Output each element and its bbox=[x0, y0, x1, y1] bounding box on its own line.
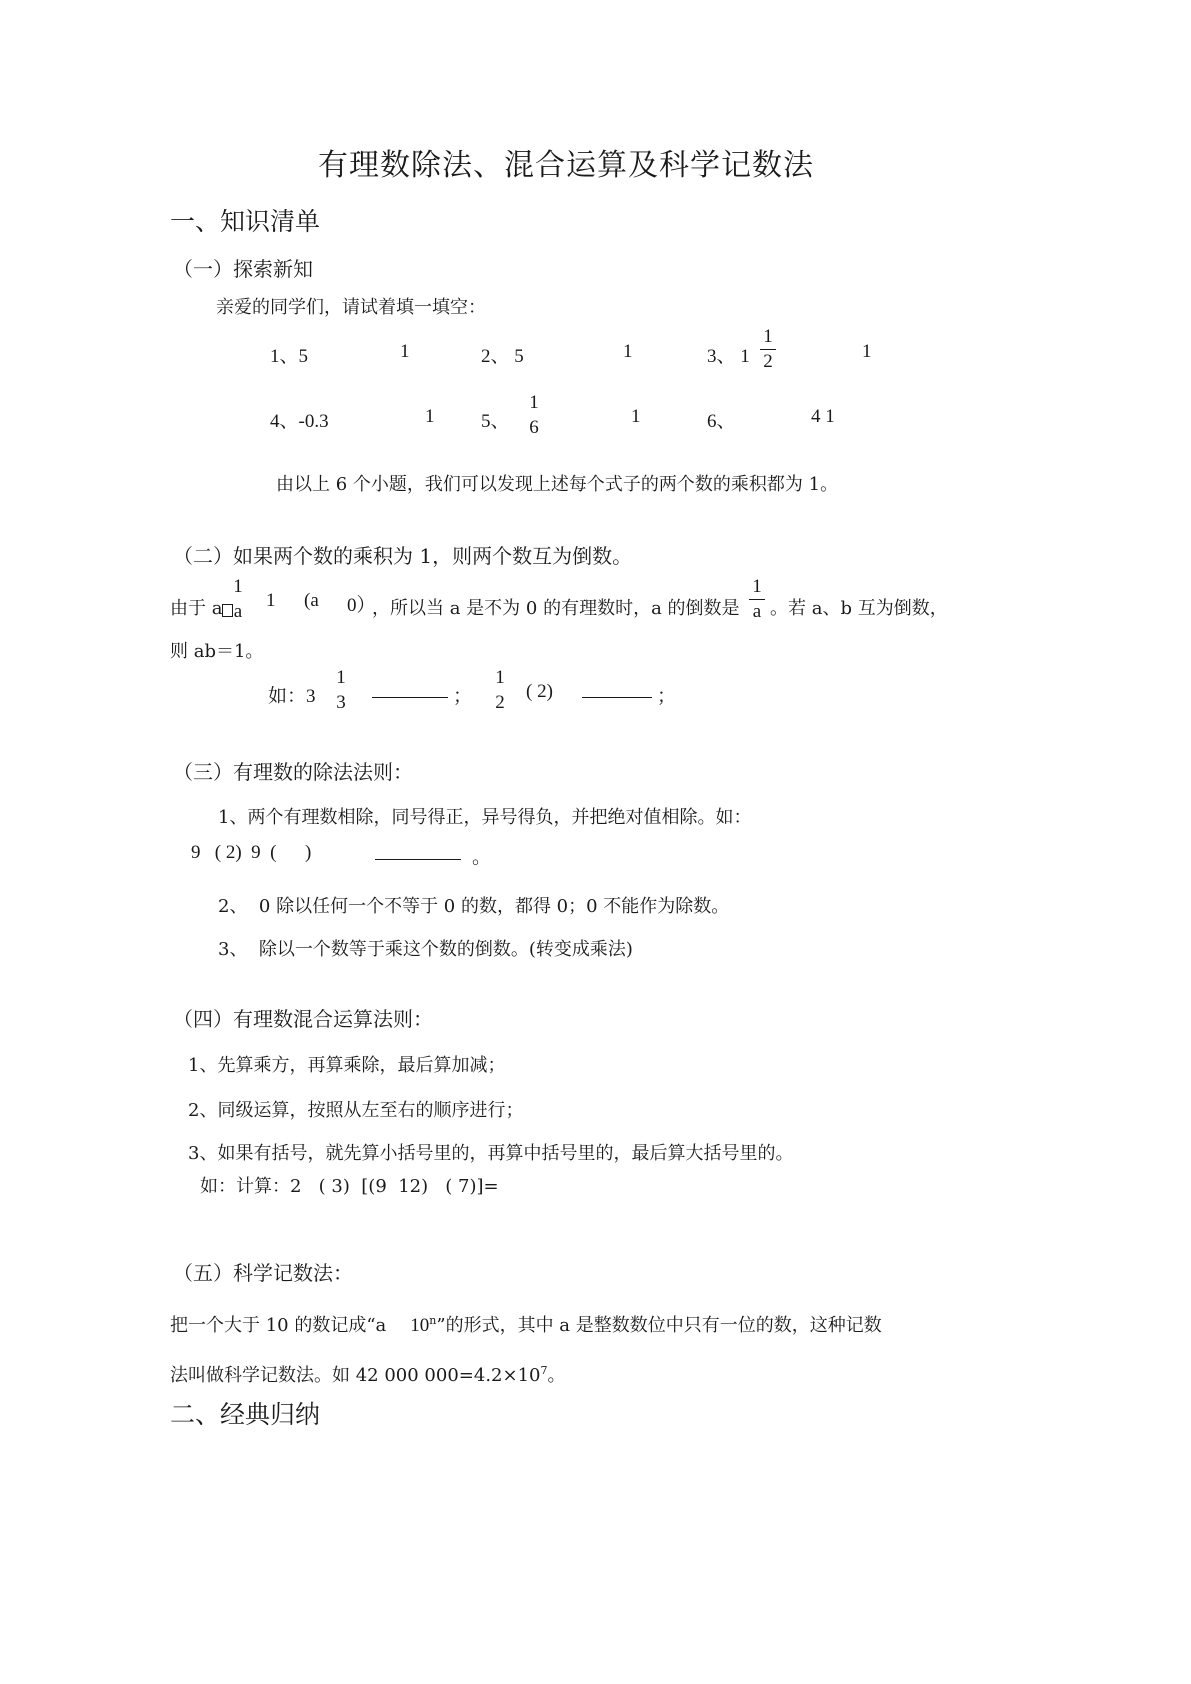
page-title: 有理数除法、混合运算及科学记数法 bbox=[318, 148, 814, 183]
item-5-result: 1 bbox=[631, 406, 641, 427]
part3-rule-1: 1、两个有理数相除，同号得正，异号得负，并把绝对值相除。如： bbox=[218, 807, 752, 828]
part2-line1-one: 1 bbox=[266, 590, 276, 611]
denominator: 2 bbox=[495, 692, 505, 713]
part3-rule-1-end: 。 bbox=[472, 847, 492, 868]
section-heading-knowledge: 一、知识清单 bbox=[170, 207, 321, 236]
fraction-bar bbox=[332, 690, 350, 691]
part2-example2-fraction bbox=[491, 667, 509, 714]
part4-example: 如：计算：2 ( 3) [(9 12) ( 7)]= bbox=[200, 1176, 499, 1197]
item-4: 4、-0.3 bbox=[270, 411, 329, 432]
fraction-bar bbox=[525, 415, 543, 416]
part4-rule-2: 2、同级运算，按照从左至右的顺序进行； bbox=[188, 1100, 524, 1121]
numerator: 1 bbox=[233, 576, 243, 597]
item-3-denominator: 2 bbox=[763, 351, 773, 372]
part5-line1 bbox=[170, 1311, 882, 1337]
part2-line1-end: 。若 a、b 互为倒数， bbox=[770, 598, 948, 619]
part2-heading: （二）如果两个数的乘积为 1，则两个数互为倒数。 bbox=[173, 544, 633, 568]
item-1-result: 1 bbox=[400, 341, 410, 362]
item-5-numerator: 1 bbox=[529, 392, 539, 413]
answer-blank-2[interactable] bbox=[582, 697, 652, 698]
part5-line1-base: 10 bbox=[410, 1315, 430, 1336]
item-6: 6、 bbox=[707, 411, 736, 432]
part5-line1-exponent: n bbox=[429, 1314, 437, 1327]
part2-line1-zero: 0） bbox=[347, 595, 376, 616]
part2-example2-expr: ( 2) bbox=[526, 681, 553, 702]
part2-fraction-2 bbox=[749, 576, 765, 623]
part2-line1-paren: (a bbox=[304, 590, 319, 611]
part2-example-fraction bbox=[332, 667, 350, 714]
part2-example2-semicolon: ； bbox=[657, 686, 677, 707]
item-1: 1、5 bbox=[270, 346, 309, 367]
part2-line2: 则 ab＝1。 bbox=[170, 641, 264, 662]
part4-rule-3: 3、如果有括号，就先算小括号里的，再算中括号里的，最后算大括号里的。 bbox=[188, 1143, 794, 1164]
answer-blank-3[interactable] bbox=[375, 859, 461, 860]
section-heading-classic: 二、经典归纳 bbox=[170, 1400, 321, 1429]
item-5-denominator: 6 bbox=[529, 417, 539, 438]
denominator: a bbox=[233, 601, 243, 622]
item-3-result: 1 bbox=[862, 341, 872, 362]
part3-heading: （三）有理数的除法法则： bbox=[173, 760, 413, 784]
fraction-bar bbox=[749, 599, 765, 600]
part4-heading: （四）有理数混合运算法则： bbox=[173, 1007, 433, 1031]
part5-line1-start: 把一个大于 10 的数记成“a bbox=[170, 1315, 387, 1336]
item-4-result: 1 bbox=[425, 406, 435, 427]
part2-example-semicolon: ； bbox=[453, 686, 473, 707]
item-5-fraction bbox=[525, 392, 543, 439]
part5-line2 bbox=[170, 1361, 565, 1387]
item-3-fraction bbox=[760, 326, 776, 373]
item-3: 3、 1 bbox=[707, 346, 750, 367]
part5-line2-exponent: 7 bbox=[540, 1364, 548, 1377]
part2-line1-start: 由于 a bbox=[170, 598, 223, 619]
part5-line2-start: 法叫做科学记数法。如 42 000 000=4.2×10 bbox=[170, 1365, 541, 1386]
item-2: 2、 5 bbox=[481, 346, 524, 367]
part2-fraction-1 bbox=[231, 576, 245, 623]
fraction-bar bbox=[491, 690, 509, 691]
part5-line1-end: ”的形式，其中 a 是整数数位中只有一位的数，这种记数 bbox=[436, 1315, 882, 1336]
part3-rule-3: 3、 除以一个数等于乘这个数的倒数。(转变成乘法) bbox=[218, 939, 633, 960]
part1-intro: 亲爱的同学们，请试着填一填空： bbox=[216, 297, 486, 318]
fraction-bar bbox=[760, 349, 776, 350]
numerator: 1 bbox=[495, 667, 505, 688]
part1-conclusion: 由以上 6 个小题，我们可以发现上述每个式子的两个数的乘积都为 1。 bbox=[276, 474, 839, 495]
part1-heading: （一）探索新知 bbox=[173, 257, 313, 281]
numerator: 1 bbox=[336, 667, 346, 688]
denominator: a bbox=[752, 601, 762, 622]
item-3-numerator: 1 bbox=[763, 326, 773, 347]
part3-rule-2: 2、 0 除以任何一个不等于 0 的数，都得 0；0 不能作为除数。 bbox=[218, 896, 730, 917]
part5-line2-end: 。 bbox=[547, 1365, 566, 1386]
item-6-result: 4 1 bbox=[811, 406, 835, 427]
answer-blank-1[interactable] bbox=[372, 697, 448, 698]
part4-rule-1: 1、先算乘方，再算乘除，最后算加减； bbox=[188, 1055, 506, 1076]
part5-heading: （五）科学记数法： bbox=[173, 1261, 353, 1285]
numerator: 1 bbox=[752, 576, 762, 597]
denominator: 3 bbox=[336, 692, 346, 713]
item-5: 5、 bbox=[481, 411, 510, 432]
part2-example-label: 如：3 bbox=[268, 686, 316, 707]
part2-line1-text: ，所以当 a 是不为 0 的有理数时，a 的倒数是 bbox=[372, 598, 740, 619]
fraction-bar bbox=[231, 599, 245, 600]
item-2-result: 1 bbox=[623, 341, 633, 362]
part3-rule-1-example: 9 ( 2) 9 ( ) bbox=[191, 842, 312, 863]
